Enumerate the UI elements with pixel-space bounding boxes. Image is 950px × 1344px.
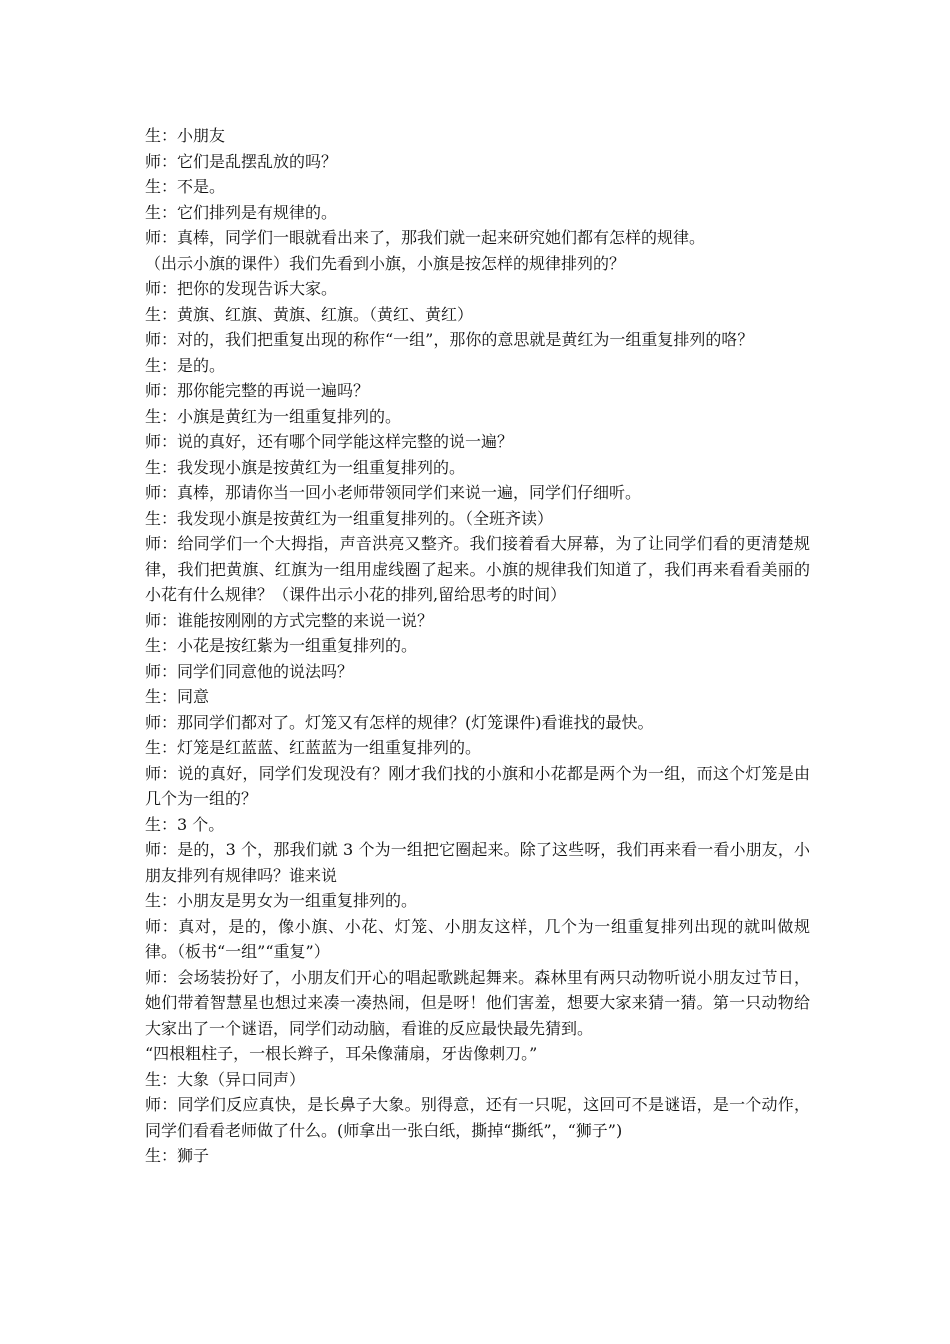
document-body <box>145 123 810 1169</box>
paragraph: 生：3 个。 <box>145 814 225 834</box>
paragraph: 师：给同学们一个大拇指，声音洪亮又整齐。我们接着看大屏幕，为了让同学们看的更清楚规律，我们把黄旗、红旗为一组用虚线圈了起来。小旗的规律我们知道了，我们再来看看美丽的小花有什么规律？（课件出示小花的排列,留给思考的时间） <box>145 534 810 604</box>
paragraph: 生：我发现小旗是按黄红为一组重复排列的。（全班齐读） <box>145 508 554 528</box>
paragraph: 生：它们排列是有规律的。 <box>145 202 338 222</box>
paragraph: 师：它们是乱摆乱放的吗？ <box>145 151 338 171</box>
paragraph: 师：真棒，同学们一眼就看出来了，那我们就一起来研究她们都有怎样的规律。 <box>145 228 706 247</box>
paragraph: 师：同学们同意他的说法吗？ <box>145 661 354 681</box>
paragraph: 生：我发现小旗是按黄红为一组重复排列的。 <box>145 457 466 477</box>
paragraph: 师：会场装扮好了，小朋友们开心的唱起歌跳起舞来。森林里有两只动物听说小朋友过节日，她们带着智慧星也想过来凑一凑热闹，但是呀！他们害羞，想要大家来猜一猜。第一只动物给大家出了一个谜语，同学们动动脑，看谁的反应最快最先猜到。 <box>145 967 810 1038</box>
paragraph: （出示小旗的课件）我们先看到小旗，小旗是按怎样的规律排列的？ <box>145 253 626 273</box>
paragraph: 生：小朋友 <box>145 126 226 145</box>
paragraph: 师：说的真好，还有哪个同学能这样完整的说一遍？ <box>145 432 514 451</box>
paragraph: 生：不是。 <box>145 177 226 196</box>
paragraph: 师：是的，3 个，那我们就 3 个为一组把它圈起来。除了这些呀，我们再来看一看小朋友，小朋友排列有规律吗？谁来说 <box>145 840 810 885</box>
paragraph: 师：把你的发现告诉大家。 <box>145 279 338 298</box>
paragraph: 师：那同学们都对了。灯笼又有怎样的规律？(灯笼课件)看谁找的最快。 <box>145 712 654 732</box>
paragraph: 生：黄旗、红旗、黄旗、红旗。（黄红、黄红） <box>145 304 474 324</box>
paragraph: 师：同学们反应真快，是长鼻子大象。别得意，还有一只呢，这回可不是谜语，是一个动作，同学们看看老师做了什么。(师拿出一张白纸，撕掉“撕纸”，“狮子”) <box>145 1095 810 1140</box>
paragraph: “四根粗柱子，一根长辫子，耳朵像蒲扇，牙齿像刺刀。” <box>145 1044 538 1063</box>
paragraph: 师：那你能完整的再说一遍吗？ <box>145 381 370 400</box>
paragraph: 生：小花是按红紫为一组重复排列的。 <box>145 636 418 655</box>
paragraph: 师：对的，我们把重复出现的称作“一组”，那你的意思就是黄红为一组重复排列的咯？ <box>145 330 754 349</box>
paragraph: 生：是的。 <box>145 355 226 375</box>
paragraph: 师：真棒，那请你当一回小老师带领同学们来说一遍，同学们仔细听。 <box>145 483 642 502</box>
paragraph: 师：真对，是的，像小旗、小花、灯笼、小朋友这样，几个为一组重复排列出现的就叫做规律。（板书“一组”“重复”） <box>145 916 810 961</box>
paragraph: 生：同意 <box>145 687 210 706</box>
paragraph: 生：狮子 <box>145 1146 210 1165</box>
paragraph: 师：说的真好，同学们发现没有？刚才我们找的小旗和小花都是两个为一组，而这个灯笼是由几个为一组的？ <box>145 763 810 808</box>
paragraph: 生：灯笼是红蓝蓝、红蓝蓝为一组重复排列的。 <box>145 738 482 757</box>
paragraph: 生：小朋友是男女为一组重复排列的。 <box>145 891 418 910</box>
paragraph: 生：大象（异口同声） <box>145 1069 306 1089</box>
paragraph: 师：谁能按刚刚的方式完整的来说一说？ <box>145 610 434 630</box>
paragraph: 生：小旗是黄红为一组重复排列的。 <box>145 406 402 426</box>
